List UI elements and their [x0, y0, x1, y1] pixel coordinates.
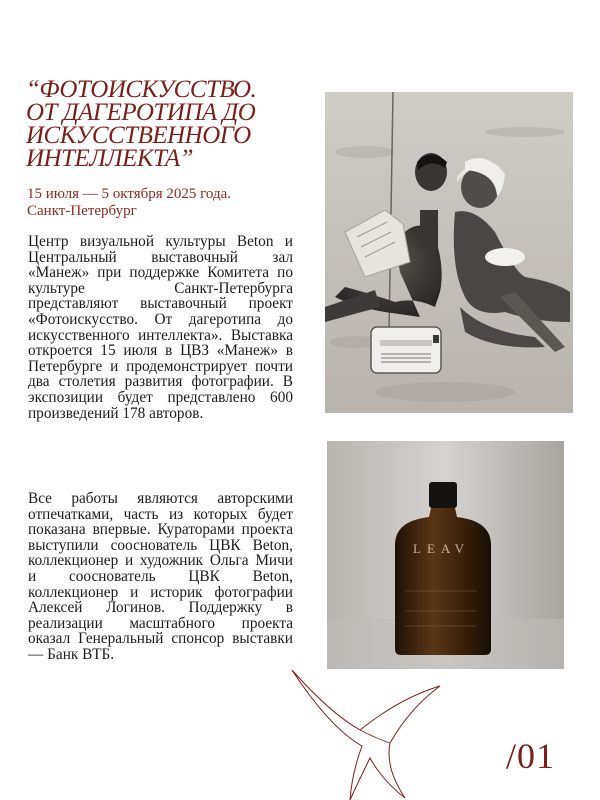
title-line-3: ИСКУССТВЕННОГО	[26, 122, 251, 149]
page-title	[26, 78, 316, 170]
event-city-line: Санкт-Петербург	[27, 203, 137, 219]
title-line-1: “ФОТОИСКУССТВО.	[26, 76, 257, 103]
swallow-drawing	[290, 668, 460, 800]
title-line-4: ИНТЕЛЛЕКТА”	[26, 145, 194, 172]
bottle-photo	[327, 441, 564, 669]
title-line-2: ОТ ДАГЕРОТИПА ДО	[26, 99, 256, 126]
bottle-photo-illustration	[327, 441, 564, 669]
beach-photo	[325, 92, 573, 413]
bottle-label-text: LEAV	[413, 541, 470, 556]
page-number: /01	[506, 736, 556, 776]
event-dates	[27, 186, 317, 220]
event-dates-line: 15 июля — 5 октября 2025 года.	[27, 186, 232, 202]
body-paragraph-2: Все работы являются авторскими отпечатками, часть из которых будет показана впервые. Кураторами проекта выступили сооснователь ЦВК Beton, коллекционер и художник Ольга Мичи и сооснователь ЦВК Beton, коллекционер и историк фотографии Алексей Логинов. Поддержку в реализации масштабного проекта оказал Генеральный спонсор выставки — Банк ВТБ.	[28, 490, 293, 663]
body-paragraph-1: Центр визуальной культуры Beton и Центральный выставочный зал «Манеж» при поддержке Комитета по культуре Санкт-Петербурга представляют выставочный проект «Фотоискусство. От дагеротипа до искусственного интеллекта». Выставка откроется 15 июля в ЦВЗ «Манеж» в Петербурге и продемонстрирует почти два столетия развития фотографии. В экспозиции будет представлено 600 произведений 178 авторов.	[28, 233, 293, 422]
beach-photo-illustration	[325, 92, 573, 413]
